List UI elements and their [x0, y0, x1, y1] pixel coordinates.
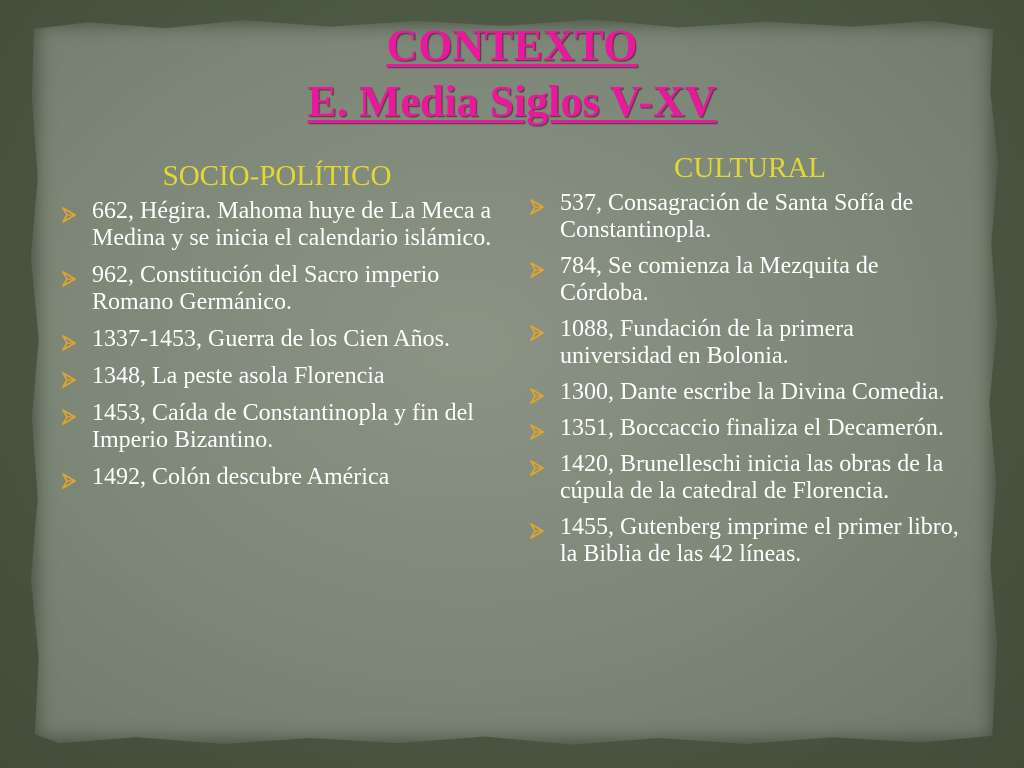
list-item-text: 1348, La peste asola Florencia	[92, 363, 385, 389]
cultural-heading: CULTURAL	[674, 152, 826, 184]
cultural-list	[530, 190, 970, 568]
socio-politico-heading: SOCIO-POLÍTICO	[162, 160, 392, 192]
list-item	[530, 316, 970, 370]
arrow-checkmark-icon	[62, 203, 76, 219]
arrow-checkmark-icon	[62, 368, 76, 384]
list-item	[62, 400, 502, 454]
list-item	[530, 190, 970, 244]
list-item-text: 1492, Colón descubre América	[92, 464, 390, 490]
cultural-column	[530, 150, 970, 577]
list-item	[530, 253, 970, 307]
arrow-checkmark-icon	[530, 420, 544, 436]
list-item	[530, 415, 970, 442]
arrow-checkmark-icon	[530, 456, 544, 472]
arrow-checkmark-icon	[62, 331, 76, 347]
list-item	[530, 514, 970, 568]
slide-title	[0, 18, 1024, 130]
arrow-checkmark-icon	[530, 384, 544, 400]
list-item	[62, 464, 502, 491]
arrow-checkmark-icon	[530, 258, 544, 274]
list-item	[62, 326, 502, 353]
arrow-checkmark-icon	[62, 469, 76, 485]
list-item	[62, 363, 502, 390]
list-item	[62, 198, 502, 252]
list-item-text: 662, Hégira. Mahoma huye de La Meca a Medina y se inicia el calendario islámico.	[92, 198, 492, 251]
socio-politico-list	[62, 198, 502, 491]
list-item	[530, 451, 970, 505]
socio-politico-column	[62, 158, 502, 501]
arrow-checkmark-icon	[530, 195, 544, 211]
list-item	[530, 379, 970, 406]
title-line-1: CONTEXTO	[386, 21, 638, 70]
list-item-text: 1337-1453, Guerra de los Cien Años.	[92, 326, 450, 352]
arrow-checkmark-icon	[530, 321, 544, 337]
list-item-text: 1088, Fundación de la primera universidad en Bolonia.	[560, 316, 854, 369]
list-item-text: 784, Se comienza la Mezquita de Córdoba.	[560, 253, 879, 306]
list-item-text: 1420, Brunelleschi inicia las obras de la cúpula de la catedral de Florencia.	[560, 451, 944, 504]
arrow-checkmark-icon	[62, 267, 76, 283]
list-item-text: 1351, Boccaccio finaliza el Decamerón.	[560, 415, 944, 441]
title-line-2: E. Media Siglos V-XV	[307, 77, 717, 126]
list-item-text: 1300, Dante escribe la Divina Comedia.	[560, 379, 945, 405]
list-item-text: 962, Constitución del Sacro imperio Romano Germánico.	[92, 262, 440, 315]
list-item-text: 537, Consagración de Santa Sofía de Constantinopla.	[560, 190, 914, 243]
list-item-text: 1455, Gutenberg imprime el primer libro, la Biblia de las 42 líneas.	[560, 514, 959, 567]
list-item	[62, 262, 502, 316]
arrow-checkmark-icon	[530, 519, 544, 535]
list-item-text: 1453, Caída de Constantinopla y fin del Imperio Bizantino.	[92, 400, 474, 453]
arrow-checkmark-icon	[62, 405, 76, 421]
